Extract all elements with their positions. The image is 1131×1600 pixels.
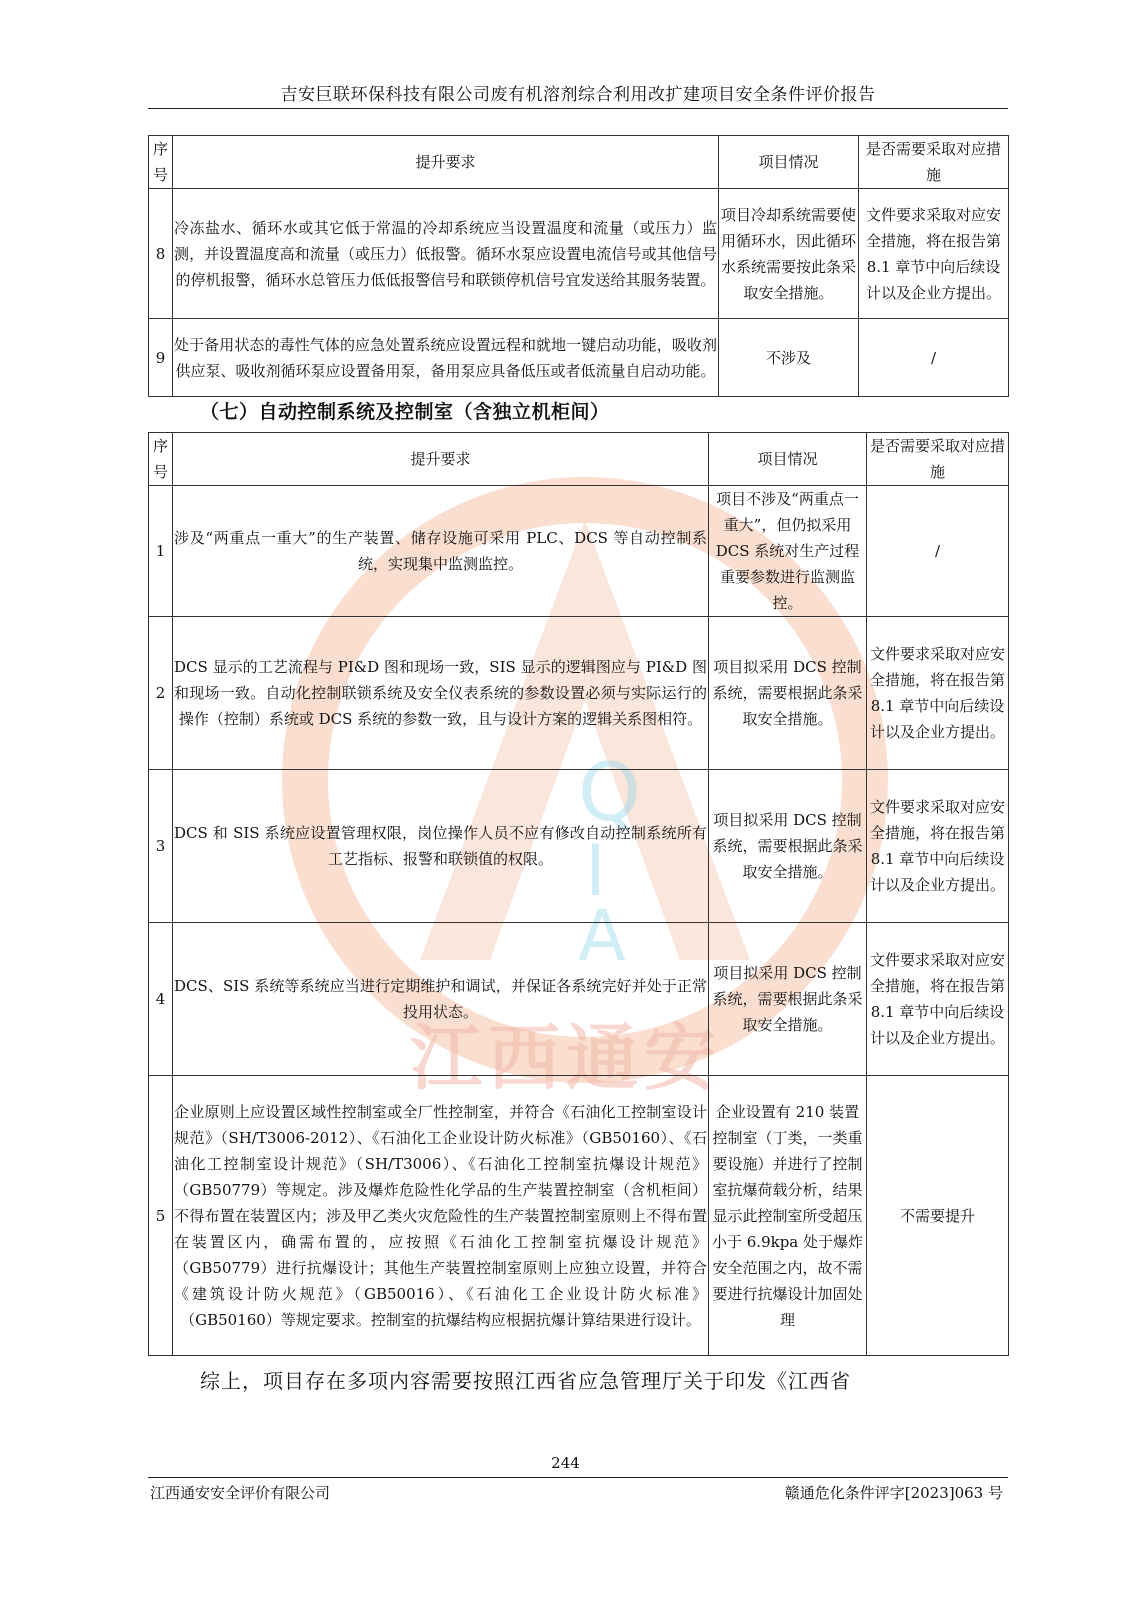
- row-seq: 2: [149, 617, 173, 770]
- row-situation: 项目不涉及“两重点一重大”，但仍拟采用 DCS 系统对生产过程重要参数进行监测监控。: [709, 486, 867, 617]
- table-row: [149, 319, 1009, 397]
- footer-divider: [148, 1477, 1008, 1478]
- watermark-text: 江西通安: [410, 1016, 723, 1100]
- footer-company: 江西通安安全评价有限公司: [150, 1484, 331, 1502]
- table-row: [149, 1076, 1009, 1356]
- table-row: [149, 770, 1009, 923]
- requirements-table-7: [148, 432, 1009, 1356]
- row-seq: 3: [149, 770, 173, 923]
- row-measure: /: [859, 319, 1009, 397]
- row-situation: 不涉及: [719, 319, 859, 397]
- header-divider: [148, 108, 1008, 109]
- page-number: 244: [551, 1454, 580, 1472]
- row-seq: 5: [149, 1076, 173, 1356]
- row-requirement: DCS、SIS 系统等系统应当进行定期维护和调试，并保证各系统完好并处于正常投用状态。: [173, 923, 709, 1076]
- row-measure: 文件要求采取对应安全措施，将在报告第 8.1 章节中向后续设计以及企业方提出。: [867, 770, 1009, 923]
- col-header-measure: 是否需要采取对应措施: [867, 433, 1009, 486]
- row-measure: 不需要提升: [867, 1076, 1009, 1356]
- col-header-seq: 序号: [149, 136, 173, 189]
- row-requirement: 涉及“两重点一重大”的生产装置、储存设施可采用 PLC、DCS 等自动控制系统，实现集中监测监控。: [173, 486, 709, 617]
- summary-paragraph: 综上，项目存在多项内容需要按照江西省应急管理厅关于印发《江西省: [200, 1369, 851, 1393]
- row-requirement: DCS 和 SIS 系统应设置管理权限，岗位操作人员不应有修改自动控制系统所有工艺指标、报警和联锁值的权限。: [173, 770, 709, 923]
- watermark-letter-q: Q: [578, 746, 641, 839]
- col-header-measure: 是否需要采取对应措施: [859, 136, 1009, 189]
- row-seq: 1: [149, 486, 173, 617]
- table-header-row: [149, 433, 1009, 486]
- col-header-requirement: 提升要求: [173, 136, 719, 189]
- table-row: [149, 486, 1009, 617]
- table-header-row: [149, 136, 1009, 189]
- row-situation: 项目冷却系统需要使用循环水，因此循环水系统需要按此条采取安全措施。: [719, 189, 859, 319]
- table-row: [149, 923, 1009, 1076]
- row-measure: 文件要求采取对应安全措施，将在报告第 8.1 章节中向后续设计以及企业方提出。: [867, 617, 1009, 770]
- row-seq: 4: [149, 923, 173, 1076]
- page-header: 吉安巨联环保科技有限公司废有机溶剂综合利用改扩建项目安全条件评价报告: [280, 85, 876, 105]
- section-heading: （七）自动控制系统及控制室（含独立机柜间）: [200, 401, 610, 423]
- watermark-letter-a: A: [578, 895, 626, 977]
- row-situation: 企业设置有 210 装置控制室（丁类，一类重要设施）并进行了控制室抗爆荷载分析，结果显示此控制室所受超压小于 6.9kpa 处于爆炸安全范围之内，故不需要进行抗爆设计加固处理: [709, 1076, 867, 1356]
- col-header-situation: 项目情况: [719, 136, 859, 189]
- row-situation: 项目拟采用 DCS 控制系统，需要根据此条采取安全措施。: [709, 923, 867, 1076]
- row-measure: /: [867, 486, 1009, 617]
- row-requirement: DCS 显示的工艺流程与 PI&D 图和现场一致，SIS 显示的逻辑图应与 PI&D 图和现场一致。自动化控制联锁系统及安全仪表系统的参数设置必须与实际运行的操作（控制）系统或 DCS 系统的参数一致，且与设计方案的逻辑关系图相符。: [173, 617, 709, 770]
- row-requirement: 处于备用状态的毒性气体的应急处置系统应设置远程和就地一键启动功能，吸收剂供应泵、吸收剂循环泵应设置备用泵，备用泵应具备低压或者低流量自启动功能。: [173, 319, 719, 397]
- row-requirement: 企业原则上应设置区域性控制室或全厂性控制室，并符合《石油化工控制室设计规范》（SH/T3006-2012）、《石油化工企业设计防火标准》（GB50160）、《石油化工控制室设计规范》（SH/T3006）、《石油化工控制室抗爆设计规范》（GB50779）等规定。涉及爆炸危险性化学品的生产装置控制室（含机柜间）不得布置在装置区内；涉及甲乙类火灾危险性的生产装置控制室原则上不得布置在装置区内，确需布置的，应按照《石油化工控制室抗爆设计规范》（GB50779）进行抗爆设计；其他生产装置控制室原则上应独立设置，并符合《建筑设计防火规范》（GB50016）、《石油化工企业设计防火标准》（GB50160）等规定要求。控制室的抗爆结构应根据抗爆计算结果进行设计。: [173, 1076, 709, 1356]
- footer-doc-number: 赣通危化条件评字[2023]063 号: [784, 1484, 1003, 1502]
- row-seq: 8: [149, 189, 173, 319]
- requirements-table-6: [148, 135, 1009, 397]
- table-row: [149, 189, 1009, 319]
- row-measure: 文件要求采取对应安全措施，将在报告第 8.1 章节中向后续设计以及企业方提出。: [867, 923, 1009, 1076]
- row-measure: 文件要求采取对应安全措施，将在报告第 8.1 章节中向后续设计以及企业方提出。: [859, 189, 1009, 319]
- row-seq: 9: [149, 319, 173, 397]
- row-situation: 项目拟采用 DCS 控制系统，需要根据此条采取安全措施。: [709, 770, 867, 923]
- watermark-letter-i: I: [585, 830, 606, 912]
- row-requirement: 冷冻盐水、循环水或其它低于常温的冷却系统应当设置温度和流量（或压力）监测，并设置温度高和流量（或压力）低报警。循环水泵应设置电流信号或其他信号的停机报警，循环水总管压力低低报警信号和联锁停机信号宜发送给其服务装置。: [173, 189, 719, 319]
- col-header-seq: 序号: [149, 433, 173, 486]
- col-header-requirement: 提升要求: [173, 433, 709, 486]
- col-header-situation: 项目情况: [709, 433, 867, 486]
- row-situation: 项目拟采用 DCS 控制系统，需要根据此条采取安全措施。: [709, 617, 867, 770]
- table-row: [149, 617, 1009, 770]
